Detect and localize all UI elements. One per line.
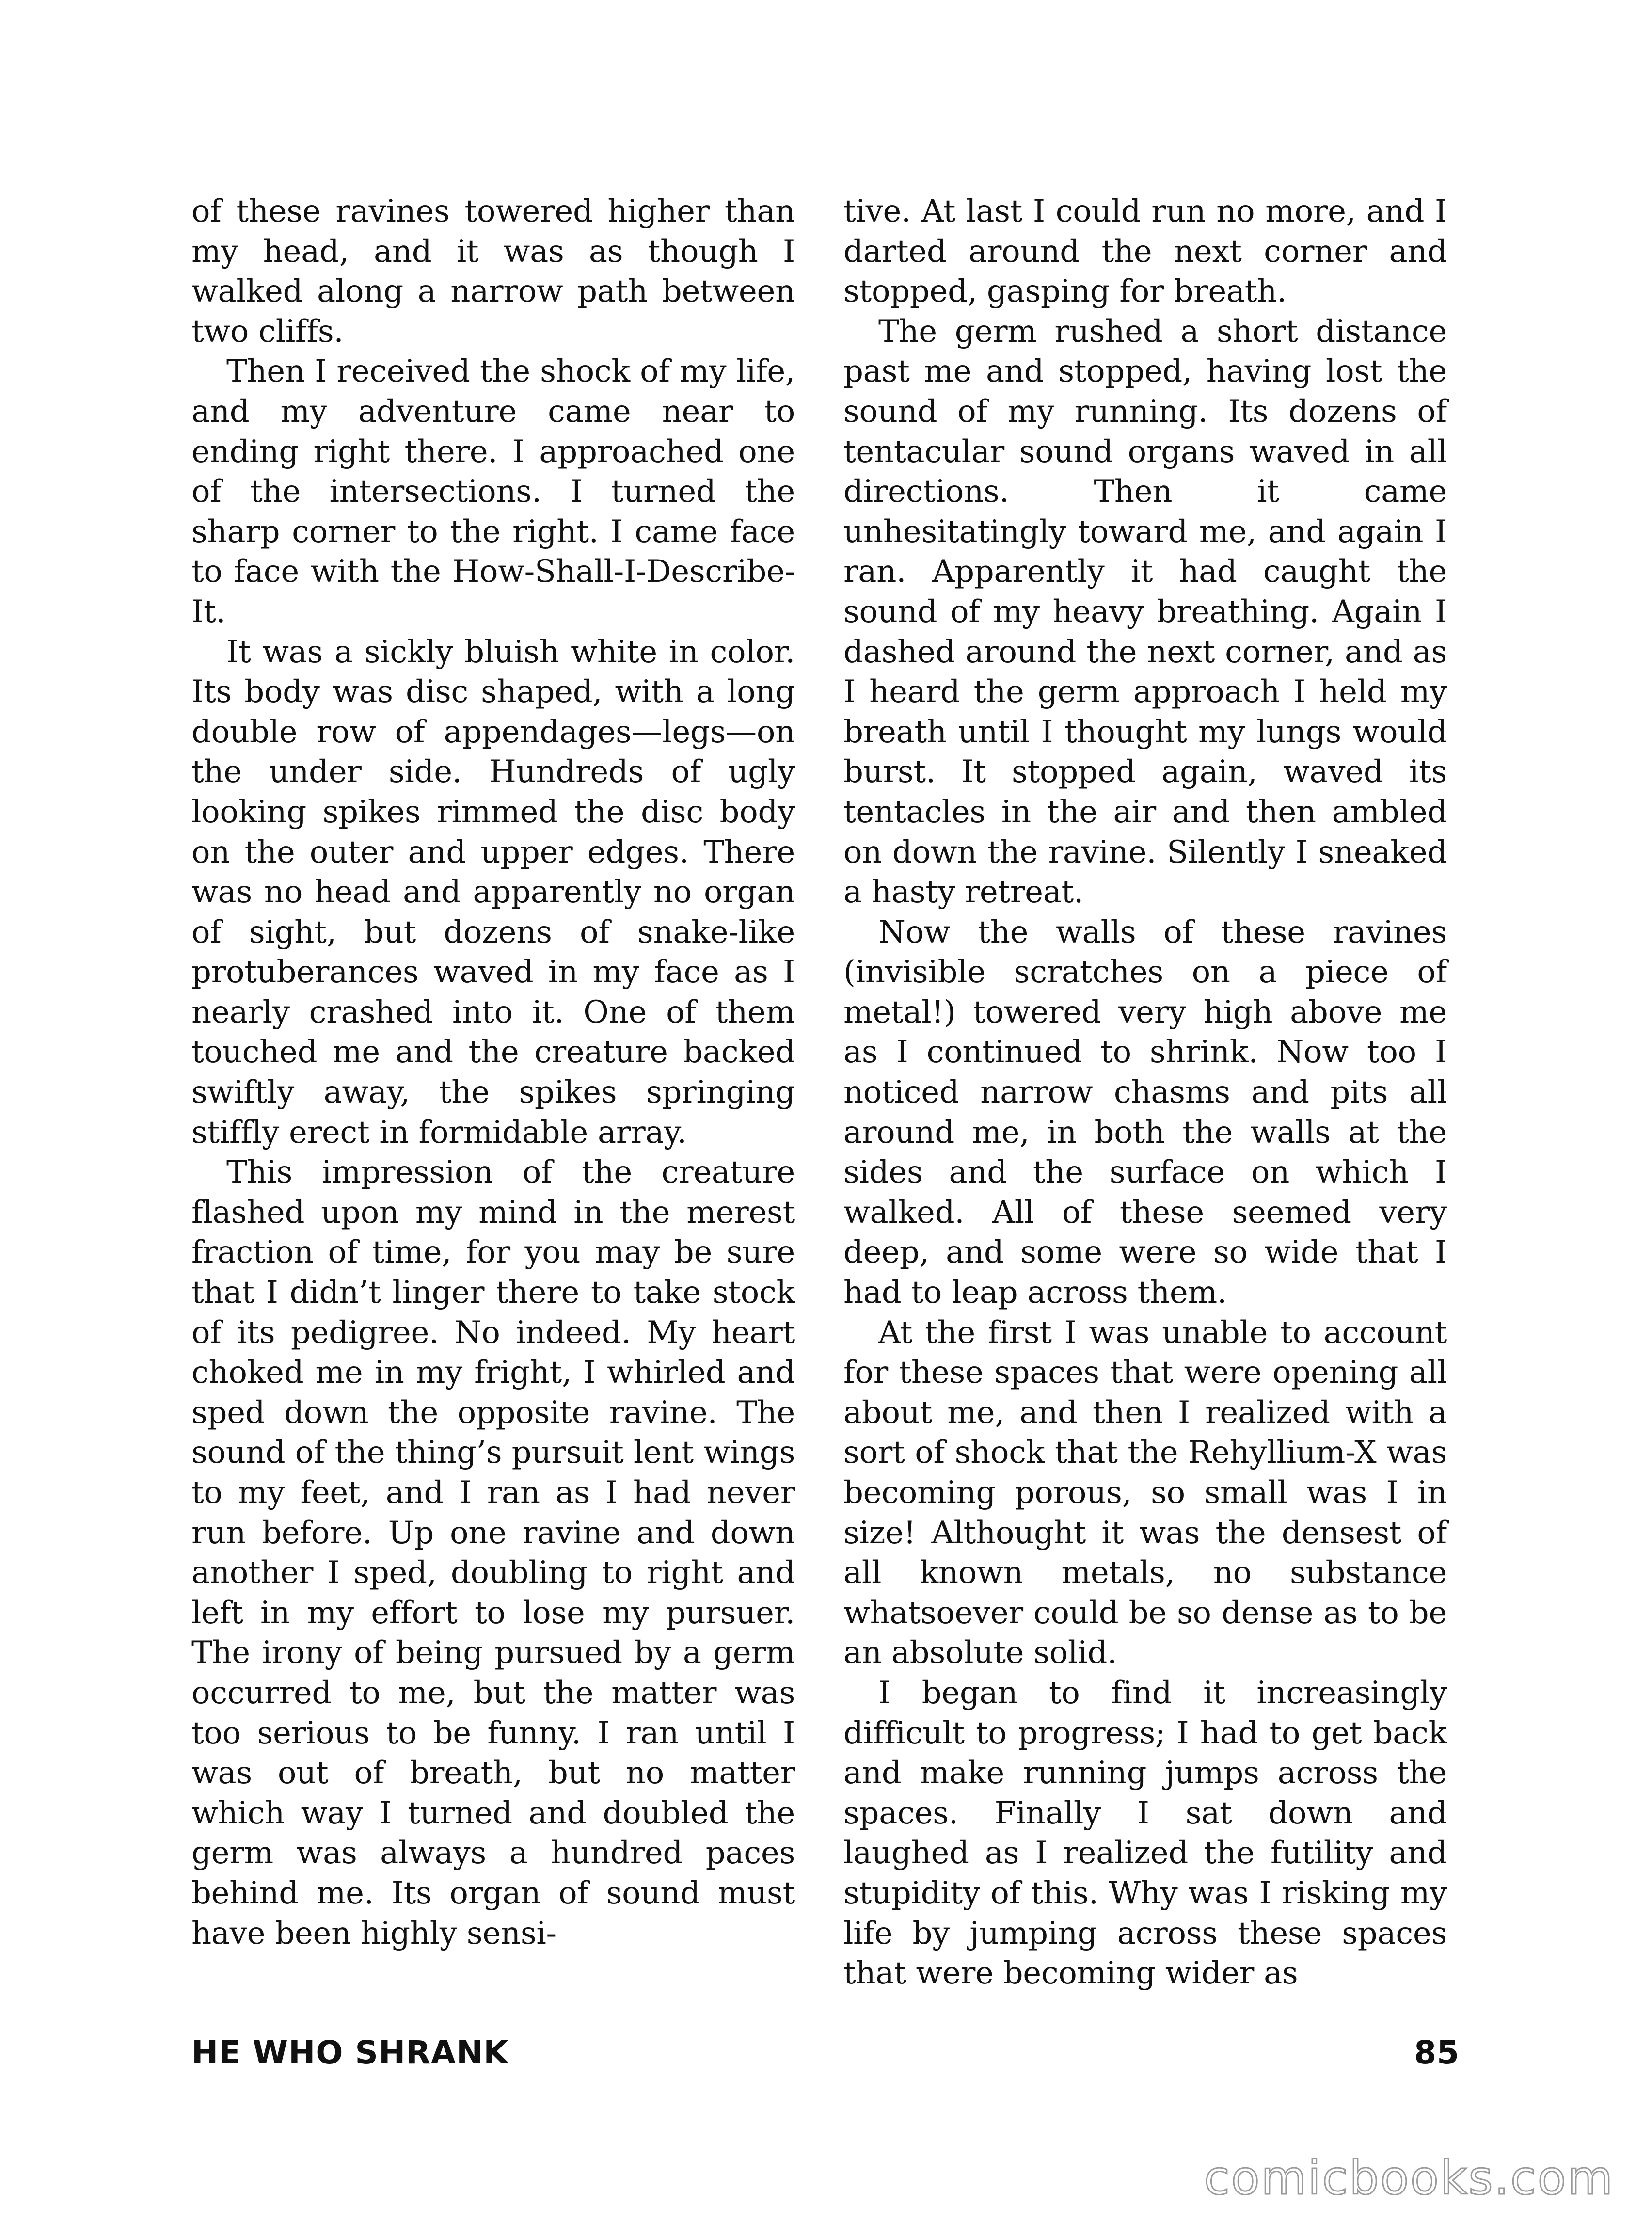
left-column <box>191 192 795 1953</box>
paragraph: The germ rushed a short distance past me and stopped, having lost the sound of my running. Its dozens of tentacular sound organs waved in all directions. Then it came unhesitatingly toward me, and again I ran. Apparently it had caught the sound of my heavy breathing. Again I dashed around the next corner, and as I heard the germ approach I held my breath until I thought my lungs would burst. It stopped again, waved its tentacles in the air and then ambled on down the ravine. Silently I sneaked a hasty retreat. <box>843 313 1447 911</box>
paragraph: Now the walls of these ravines (invisible scratches on a piece of metal!) towered very high above me as I continued to shrink. Now too I noticed narrow chasms and pits all around me, in both the walls at the sides and the surface on which I walked. All of these seemed very deep, and some were so wide that I had to leap across them. <box>843 914 1447 1311</box>
paragraph: This impression of the creature flashed upon my mind in the merest fraction of time, for you may be sure that I didn’t linger there to take stock of its pedigree. No indeed. My heart choked me in my fright, I whirled and sped down the opposite ravine. The sound of the thing’s pursuit lent wings to my feet, and I ran as I had never run before. Up one ravine and down another I sped, doubling to right and left in my effort to lose my pursuer. The irony of being pursued by a germ occurred to me, but the matter was too serious to be funny. I ran until I was out of breath, but no matter which way I turned and doubled the germ was always a hundred paces behind me. Its organ of sound must have been highly sensi- <box>191 1154 795 1951</box>
paragraph: tive. At last I could run no more, and I darted around the next corner and stopped, gasping for breath. <box>843 193 1447 310</box>
paragraph: It was a sickly bluish white in color. Its body was disc shaped, with a long double row of appendages—legs—on the under side. Hundreds of ugly looking spikes rimmed the disc body on the outer and upper edges. There was no head and apparently no organ of sight, but dozens of snake-like protuberances waved in my face as I nearly crashed into it. One of them touched me and the creature backed swiftly away, the spikes springing stiffly erect in formidable array. <box>191 634 795 1151</box>
running-title: HE WHO SHRANK <box>191 2034 509 2071</box>
right-column <box>843 192 1447 1994</box>
watermark: comicbooks.com <box>1204 2151 1614 2205</box>
paragraph: Then I received the shock of my life, and my adventure came near to ending right there. I approached one of the intersections. I turned the sharp corner to the right. I came face to face with the How-Shall-I-Describe-It. <box>191 353 795 630</box>
paragraph: At the first I was unable to account for these spaces that were opening all about me, and then I realized with a sort of shock that the Rehyllium-X was becoming porous, so small was I in size! Althought it was the densest of all known metals, no substance whatsoever could be so dense as to be an absolute solid. <box>843 1314 1447 1671</box>
page-number: 85 <box>1414 2034 1460 2071</box>
paragraph: I began to find it increasingly difficult to progress; I had to get back and make running jumps across the spaces. Finally I sat down and laughed as I realized the futility and stupidity of this. Why was I risking my life by jumping across these spaces that were becoming wider as <box>843 1675 1447 1992</box>
paragraph: of these ravines towered higher than my head, and it was as though I walked along a narrow path between two cliffs. <box>191 193 795 350</box>
